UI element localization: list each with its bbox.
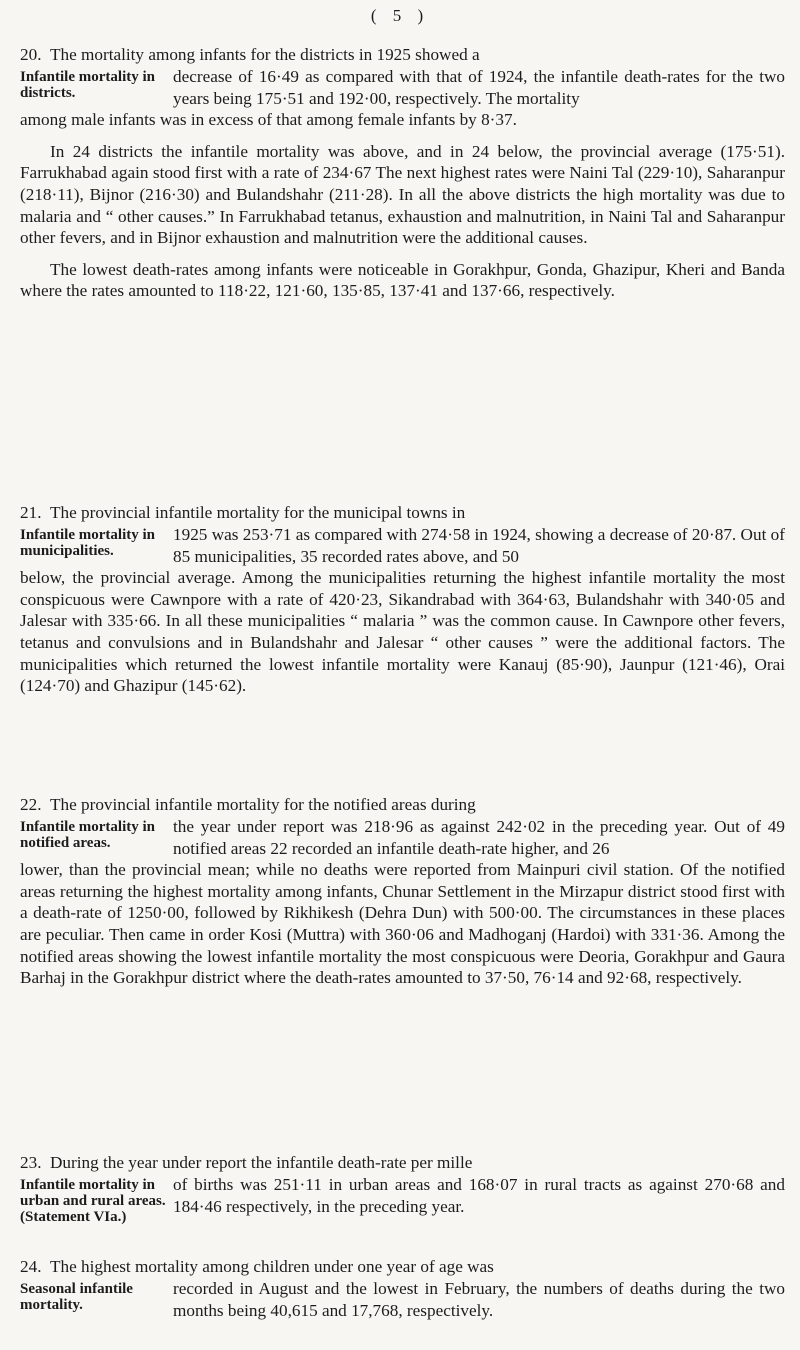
section-number: 23. xyxy=(20,1153,42,1172)
section-20 xyxy=(20,44,785,302)
side-heading: Infantile mortality in notified areas. xyxy=(20,819,155,851)
side-heading: Infantile mortality in urban and rural areas. (Statement VIa.) xyxy=(20,1177,166,1225)
side-heading: Infantile mortality in municipalities. xyxy=(20,527,155,559)
paragraph-text: lower, than the provincial mean; while no deaths were reported from Mainpuri civil station. Of the notified areas returning the highest mortality among infants, Chunar Settlement in the Mirzapur district stood first with a death-rate of 1250·00, followed by Rikhikesh (Dehra Dun) with 500·00. The circumstances in these places are peculiar. Then came in order Kosi (Muttra) with 360·06 and Madhoganj (Hardoi) with 331·36. Among the notified areas showing the lowest infantile mortality the most conspicuous were Deoria, Gorakhpur and Gaura Barhaj in the Gorakhpur district where the death-rates amounted to 37·50, 76·14 and 92·68, respectively. xyxy=(20,860,785,988)
section-lead xyxy=(20,1256,785,1278)
side-text: of births was 251·11 in urban areas and 168·07 in rural tracts as against 270·68 and 184·46 respectively, in the preceding year. xyxy=(173,1175,785,1216)
section-23 xyxy=(20,1152,785,1225)
lead-text: The mortality among infants for the districts in 1925 showed a xyxy=(50,45,480,64)
side-heading: Infantile mortality in districts. xyxy=(20,69,155,101)
section-lead xyxy=(20,44,785,66)
side-text: the year under report was 218·96 as against 242·02 in the preceding year. Out of 49 notified areas 22 recorded an infantile death-rate higher, and 26 xyxy=(173,817,785,858)
page-number: ( 5 ) xyxy=(370,6,430,25)
side-text: 1925 was 253·71 as compared with 274·58 in 1924, showing a decrease of 20·87. Out of 85 municipalities, 35 recorded rates above, and 50 xyxy=(173,525,785,566)
side-heading: Seasonal infantile mortality. xyxy=(20,1281,133,1313)
section-number: 22. xyxy=(20,795,42,814)
section-number: 21. xyxy=(20,503,42,522)
lead-text: The highest mortality among children under one year of age was xyxy=(50,1257,494,1276)
paragraph-text: The lowest death-rates among infants were noticeable in Gorakhpur, Gonda, Ghazipur, Kheri and Banda where the rates amounted to 118·22, 121·60, 135·85, 137·41 and 137·66, respectively. xyxy=(20,259,785,301)
section-lead xyxy=(20,502,785,524)
side-text: recorded in August and the lowest in February, the numbers of deaths during the two months being 40,615 and 17,768, respectively. xyxy=(173,1279,785,1320)
paragraph-text: among male infants was in excess of that among female infants by 8·37. xyxy=(20,110,517,130)
paragraph-text: below, the provincial average. Among the municipalities returning the highest infantile mortality the most conspicuous were Cawnpore with a rate of 420·23, Sikandrabad with 364·63, Bulandshahr with 340·05 and Jalesar with 335·66. In all these municipalities “ malaria ” was the common cause. In Cawnpore other fevers, tetanus and convulsions and in Bulandshahr and Jalesar “ other causes ” were the additional factors. The municipalities which returned the lowest infantile mortality were Kanauj (85·90), Jaunpur (121·46), Orai (124·70) and Ghazipur (145·62). xyxy=(20,568,785,696)
section-21 xyxy=(20,502,785,697)
section-lead xyxy=(20,794,785,816)
section-lead xyxy=(20,1152,785,1174)
section-22 xyxy=(20,794,785,989)
lead-text: The provincial infantile mortality for the municipal towns in xyxy=(50,503,466,522)
section-number: 20. xyxy=(20,45,42,64)
paragraph-text: In 24 districts the infantile mortality was above, and in 24 below, the provincial average (175·51). Farrukhabad again stood first with a rate of 234·67 The next highest rates were Naini Tal (229·10), Saharanpur (218·11), Bijnor (216·30) and Bulandshahr (211·28). In all the above districts the high mortality was due to malaria and “ other causes.” In Farrukhabad tetanus, exhaustion and malnutrition, in Naini Tal and Saharanpur other fevers, and in Bijnor exhaustion and malnutrition were the additional causes. xyxy=(20,141,785,248)
side-text: decrease of 16·49 as compared with that of 1924, the infantile death-rates for the two years being 175·51 and 192·00, respectively. The mortality xyxy=(173,67,785,108)
lead-text: The provincial infantile mortality for the notified areas during xyxy=(50,795,476,814)
section-number: 24. xyxy=(20,1257,42,1276)
section-24 xyxy=(20,1256,785,1321)
lead-text: During the year under report the infantile death-rate per mille xyxy=(50,1153,473,1172)
